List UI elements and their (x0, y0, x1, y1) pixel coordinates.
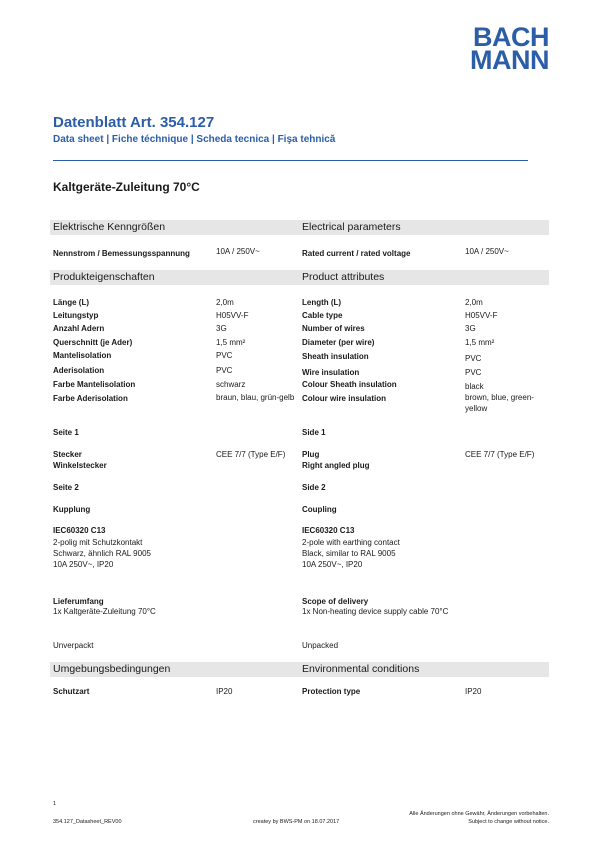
section-heading-de: Umgebungsbedingungen (53, 663, 171, 675)
section-electrical (50, 220, 549, 235)
packaging-de: Unverpackt (53, 641, 94, 650)
attr-label-de: Mantelisolation (53, 351, 112, 360)
document-id: 354.127_Datasheet_REV00 (53, 819, 122, 825)
disclaimer-en: Subject to change without notice. (468, 819, 549, 825)
delivery-text-de: 1x Kaltgeräte-Zuleitung 70°C (53, 607, 156, 616)
plug-type-en: Right angled plug (302, 461, 370, 470)
attr-value-en: PVC (465, 368, 482, 377)
plug-value-de: CEE 7/7 (Type E/F) (216, 450, 286, 459)
spec-label-en: Rated current / rated voltage (302, 249, 411, 258)
coupling-type-de: IEC60320 C13 (53, 526, 106, 535)
attr-value-de: PVC (216, 366, 233, 375)
attr-value-en: H05VV-F (465, 311, 498, 320)
attr-label-de: Länge (L) (53, 298, 89, 307)
coupling-desc-en: Black, similar to RAL 9005 (302, 549, 396, 558)
section-product (50, 270, 549, 285)
protection-label-en: Protection type (302, 687, 361, 696)
coupling-desc-en: 2-pole with earthing contact (302, 538, 400, 547)
attr-value-en: 1,5 mm² (465, 338, 495, 347)
section-heading-de: Elektrische Kenngrößen (53, 221, 166, 233)
delivery-text-en: 1x Non-heating device supply cable 70°C (302, 607, 449, 616)
plug-label-de: Stecker (53, 450, 82, 459)
attr-value-de: PVC (216, 351, 233, 360)
side2-heading-en: Side 2 (302, 483, 326, 492)
protection-label-de: Schutzart (53, 687, 90, 696)
section-heading-en: Environmental conditions (302, 663, 420, 675)
section-heading-en: Electrical parameters (302, 221, 401, 233)
attr-value-en: 2,0m (465, 298, 483, 307)
attr-value-de: H05VV-F (216, 311, 249, 320)
side1-heading-en: Side 1 (302, 428, 326, 437)
delivery-heading-en: Scope of delivery (302, 597, 369, 606)
created-by: createy by BWS-PM on 18.07.2017 (253, 819, 340, 825)
packaging-en: Unpacked (302, 641, 339, 650)
section-heading-de: Produkteigenschaften (53, 271, 155, 283)
attr-label-de: Farbe Aderisolation (53, 394, 128, 403)
protection-value-de: IP20 (216, 687, 233, 696)
attr-value-de: 2,0m (216, 298, 234, 307)
attr-value-en-cont: yellow (465, 404, 488, 413)
attr-label-de: Aderisolation (53, 366, 105, 375)
attr-label-de: Querschnitt (je Ader) (53, 338, 133, 347)
attr-value-de: schwarz (216, 380, 246, 389)
section-heading-en: Product attributes (302, 271, 385, 283)
page-subtitle: Data sheet | Fiche téchnique | Scheda tecnica | Fişa tehnică (53, 134, 336, 145)
page-number: 1 (53, 801, 57, 807)
attr-label-en: Cable type (302, 311, 343, 320)
spec-value-en: 10A / 250V~ (465, 247, 509, 256)
page-title: Datenblatt Art. 354.127 (53, 114, 215, 131)
attr-label-en: Number of wires (302, 324, 365, 333)
spec-value-de: 10A / 250V~ (216, 247, 260, 256)
attr-value-en: black (465, 382, 484, 391)
attr-label-en: Sheath insulation (302, 352, 369, 361)
coupling-desc-en: 10A 250V~, IP20 (302, 560, 363, 569)
product-name: Kaltgeräte-Zuleitung 70°C (53, 180, 200, 194)
attr-label-en: Length (L) (302, 298, 342, 307)
attr-label-en: Diameter (per wire) (302, 338, 375, 347)
header-divider (53, 160, 528, 161)
attr-value-en: 3G (465, 324, 476, 333)
attr-value-de: 3G (216, 324, 227, 333)
attr-label-en: Wire insulation (302, 368, 360, 377)
plug-label-en: Plug (302, 450, 320, 459)
protection-value-en: IP20 (465, 687, 482, 696)
plug-value-en: CEE 7/7 (Type E/F) (465, 450, 535, 459)
attr-label-de: Anzahl Adern (53, 324, 105, 333)
attr-label-en: Colour wire insulation (302, 394, 387, 403)
attr-label-de: Leitungstyp (53, 311, 99, 320)
attr-label-en: Colour Sheath insulation (302, 380, 397, 389)
coupling-label-en: Coupling (302, 505, 337, 514)
disclaimer-de: Alle Änderungen ohne Gewähr, Änderungen vorbehalten. (409, 811, 549, 817)
section-environment (50, 662, 549, 677)
attr-value-en: brown, blue, green- (465, 393, 534, 402)
coupling-label-de: Kupplung (53, 505, 91, 514)
coupling-desc-de: 2-polig mit Schutzkontakt (53, 538, 143, 547)
logo-line-2: MANN (470, 45, 549, 75)
spec-label-de: Nennstrom / Bemessungsspannung (53, 249, 190, 258)
attr-value-de: 1,5 mm² (216, 338, 246, 347)
coupling-type-en: IEC60320 C13 (302, 526, 355, 535)
attr-label-de: Farbe Mantelisolation (53, 380, 136, 389)
coupling-desc-de: 10A 250V~, IP20 (53, 560, 114, 569)
side1-heading-de: Seite 1 (53, 428, 79, 437)
coupling-desc-de: Schwarz, ähnlich RAL 9005 (53, 549, 151, 558)
delivery-heading-de: Lieferumfang (53, 597, 104, 606)
plug-type-de: Winkelstecker (53, 461, 107, 470)
logo-line-1: BACH (473, 22, 549, 52)
attr-value-de: braun, blau, grün-gelb (216, 393, 295, 402)
bachmann-logo (470, 22, 549, 75)
attr-value-en: PVC (465, 354, 482, 363)
side2-heading-de: Seite 2 (53, 483, 79, 492)
